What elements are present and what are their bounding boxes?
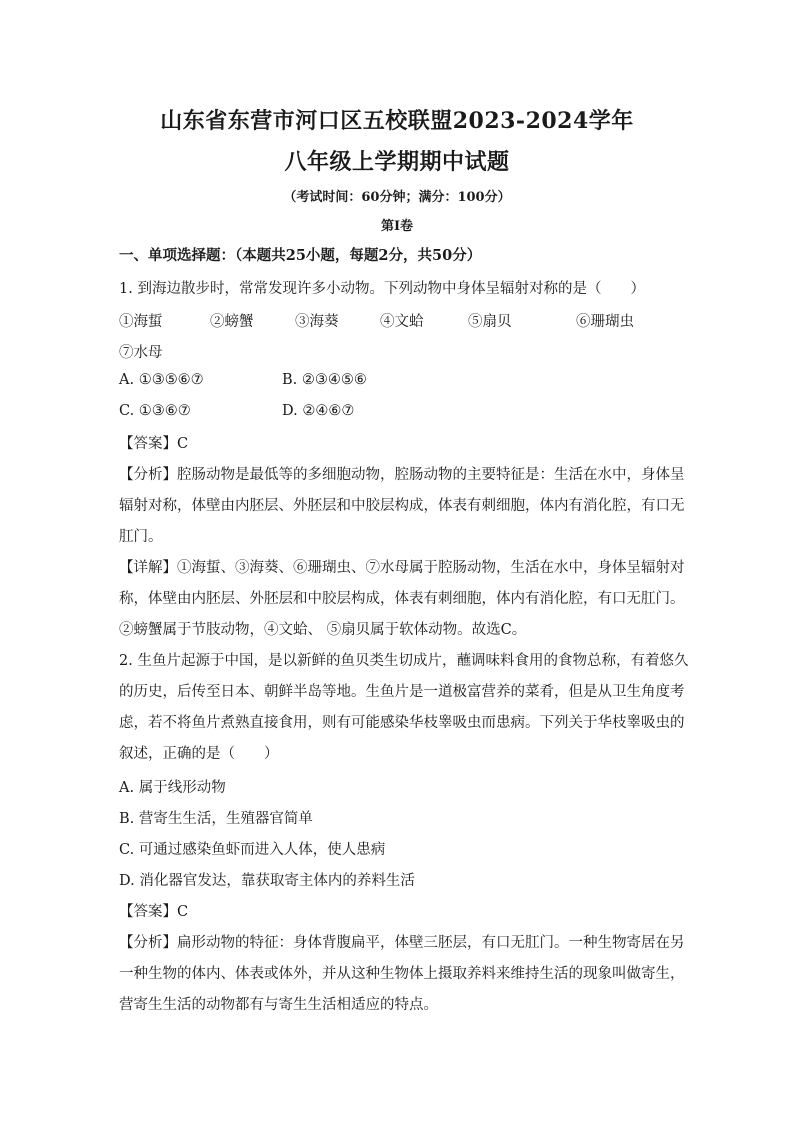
q1-stem: 1. 到海边散步时，常常发现许多小动物。下列动物中身体呈辐射对称的是（ ）: [119, 281, 645, 297]
q1-analysis-line: 肛门。: [119, 529, 163, 545]
q2-stem-line: 虑，若不将鱼片煮熟直接食用，则有可能感染华枝睾吸虫而患病。下列关于华枝睾吸虫的: [119, 715, 685, 731]
q2-answer: 【答案】C: [119, 904, 189, 920]
q2-option-d: D. 消化器官发达，靠获取寄主体内的养料生活: [119, 873, 415, 889]
q1-detail-line: 称，体壁由内胚层、外胚层和中胶层构成，体表有刺细胞，体内有消化腔，有口无肛门。: [119, 591, 685, 607]
exam-title-line1: 山东省东营市河口区五校联盟2023-2024学年: [160, 108, 634, 134]
q1-detail-line: ②螃蟹属于节肢动物，④文蛤、 ⑤扇贝属于软体动物。故选C。: [119, 622, 527, 638]
volume-label: 第Ⅰ卷: [380, 219, 414, 234]
q1-item: ②螃蟹: [210, 314, 254, 330]
q2-option-a: A. 属于线形动物: [119, 780, 226, 796]
q2-analysis-line: 【分析】扁形动物的特征：身体背腹扁平，体壁三胚层，有口无肛门。一种生物寄居在另: [119, 935, 685, 951]
exam-info: （考试时间：60分钟；满分：100分）: [283, 190, 511, 205]
q2-stem-line: 的历史，后传至日本、朝鲜半岛等地。生鱼片是一道极富营养的菜肴，但是从卫生角度考: [119, 684, 685, 700]
q1-item: ⑤扇贝: [468, 314, 512, 330]
q1-option-d: D. ②④⑥⑦: [282, 403, 355, 419]
q2-stem-line: 2. 生鱼片起源于中国，是以新鲜的鱼贝类生切成片，蘸调味料食用的食物总称，有着悠久: [119, 653, 689, 669]
q1-item: ④文蛤: [380, 314, 424, 330]
section-heading: 一、单项选择题：（本题共25小题，每题2分，共50分）: [119, 247, 482, 264]
q1-option-c: C. ①③⑥⑦: [119, 403, 191, 419]
q1-item: ①海蜇: [119, 314, 163, 330]
q1-analysis-line: 辐射对称，体壁由内胚层、外胚层和中胶层构成，体表有刺细胞，体内有消化腔，有口无: [119, 498, 685, 514]
q1-answer: 【答案】C: [119, 436, 189, 452]
q2-option-b: B. 营寄生生活，生殖器官简单: [119, 811, 313, 827]
q1-analysis-line: 【分析】腔肠动物是最低等的多细胞动物，腔肠动物的主要特征是：生活在水中，身体呈: [119, 467, 685, 483]
q2-analysis-line: 营寄生生活的动物都有与寄生生活相适应的特点。: [119, 997, 438, 1013]
exam-title-line2: 八年级上学期期中试题: [284, 149, 510, 175]
q2-analysis-line: 一种生物的体内、体表或体外，并从这种生物体上摄取养料来维持生活的现象叫做寄生，: [119, 966, 685, 982]
q1-item: ⑥珊瑚虫: [576, 314, 634, 330]
q1-option-b: B. ②③④⑤⑥: [282, 372, 367, 388]
q1-detail-line: 【详解】①海蜇、③海葵、⑥珊瑚虫、⑦水母属于腔肠动物，生活在水中，身体呈辐射对: [119, 560, 685, 576]
q2-option-c: C. 可通过感染鱼虾而进入人体，使人患病: [119, 842, 386, 858]
q1-option-a: A. ①③⑤⑥⑦: [119, 372, 204, 388]
q1-item: ⑦水母: [119, 345, 163, 361]
q1-item: ③海葵: [295, 314, 339, 330]
q2-stem-line: 叙述，正确的是（ ）: [119, 746, 279, 762]
